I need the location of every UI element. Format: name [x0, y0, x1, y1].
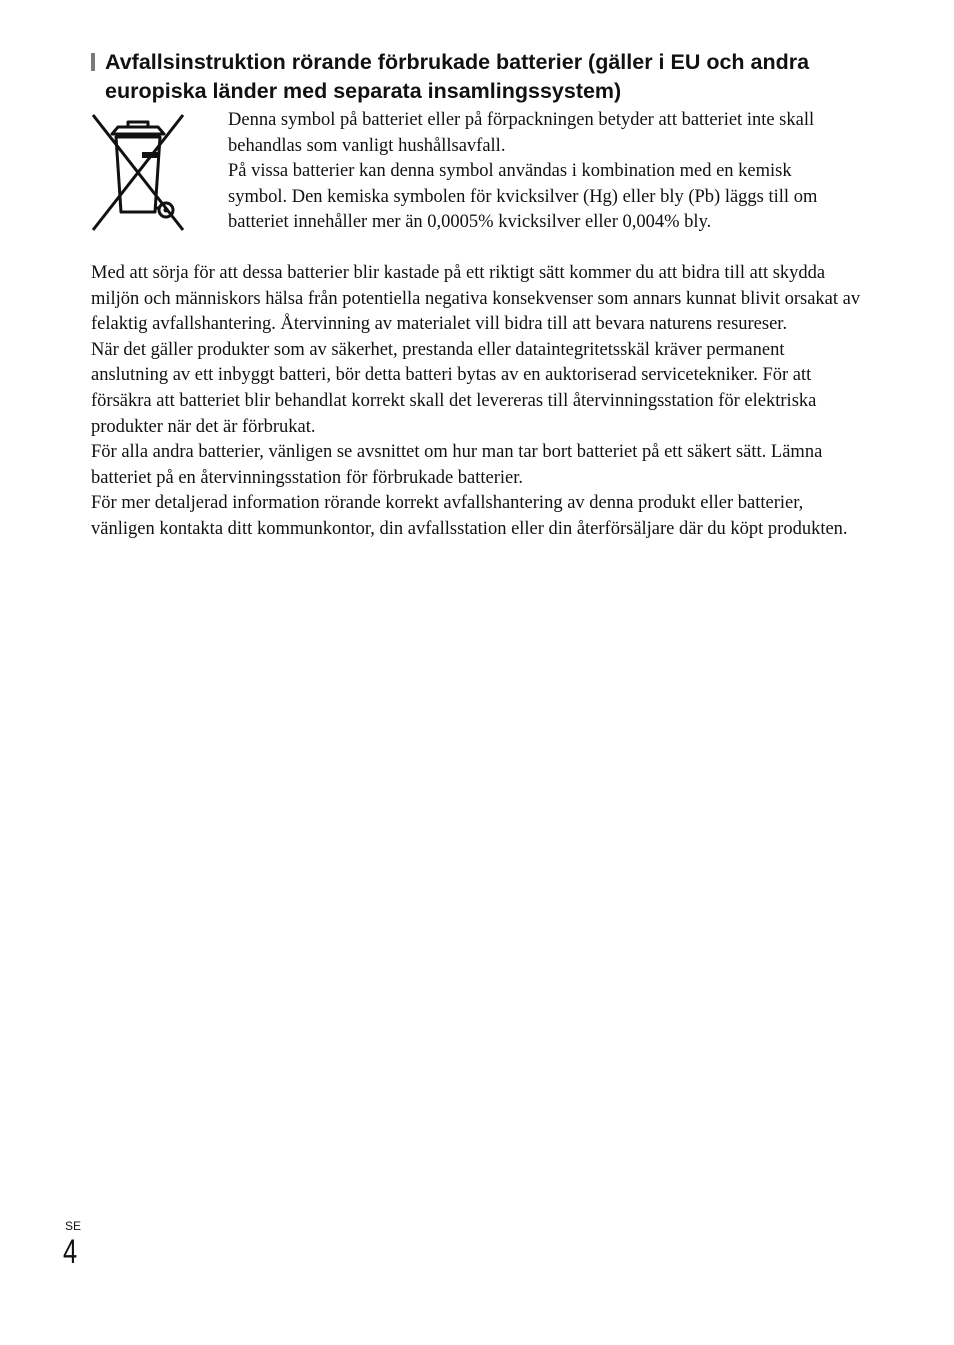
body-paragraph: Med att sörja för att dessa batterier blir kastade på ett riktigt sätt kommer du att bidra till att skydda miljön och människors hälsa från potentiella negativa konsekvenser som annars kunnat blivit orsakat av felaktig avfallshantering. Återvinning av materialet vill bidra till att bevara naturens resureser. — [91, 263, 861, 335]
symbol-explanation — [228, 108, 853, 236]
page-number: 4 — [63, 1233, 78, 1271]
side-paragraph: Denna symbol på batteriet eller på förpackningen betyder att batteriet inte skall behandlas som vanligt hushållsavfall. — [228, 110, 815, 156]
body-paragraph: När det gäller produkter som av säkerhet, prestanda eller dataintegritetsskäl kräver permanent anslutning av ett inbyggt batteri, bör detta batteri bytas av en auktoriserad servicetekniker. För att försäkra att batteriet blir behandlat korrekt skall det levereras till återvinningsstation för elektriska produkter när det är förbrukat. — [91, 339, 817, 437]
body-paragraph: För alla andra batterier, vänligen se avsnittet om hur man tar bort batteriet på ett säkert sätt. Lämna batteriet på en återvinningsstation för förbrukade batterier. — [91, 442, 823, 488]
body-paragraph: För mer detaljerad information rörande korrekt avfallshantering av denna produkt eller batterier, vänligen kontakta ditt kommunkontor, din avfallsstation eller din återförsäljare där du köpt produkten. — [91, 493, 848, 539]
side-paragraph: På vissa batterier kan denna symbol användas i kombination med en kemisk symbol. Den kemiska symbolen för kvicksilver (Hg) eller bly (Pb) läggs till om batteriet innehåller mer än 0,0005% kvicksilver eller 0,004% bly. — [228, 161, 818, 233]
heading-marker — [91, 53, 95, 71]
heading-text: Avfallsinstruktion rörande förbrukade batterier (gäller i EU och andra europiska länder med separata insamlingssystem) — [105, 50, 810, 103]
body-text — [91, 261, 861, 543]
crossed-out-wheeled-bin-icon — [90, 112, 186, 234]
section-heading — [91, 48, 851, 106]
page-language-code: SE — [65, 1219, 82, 1233]
